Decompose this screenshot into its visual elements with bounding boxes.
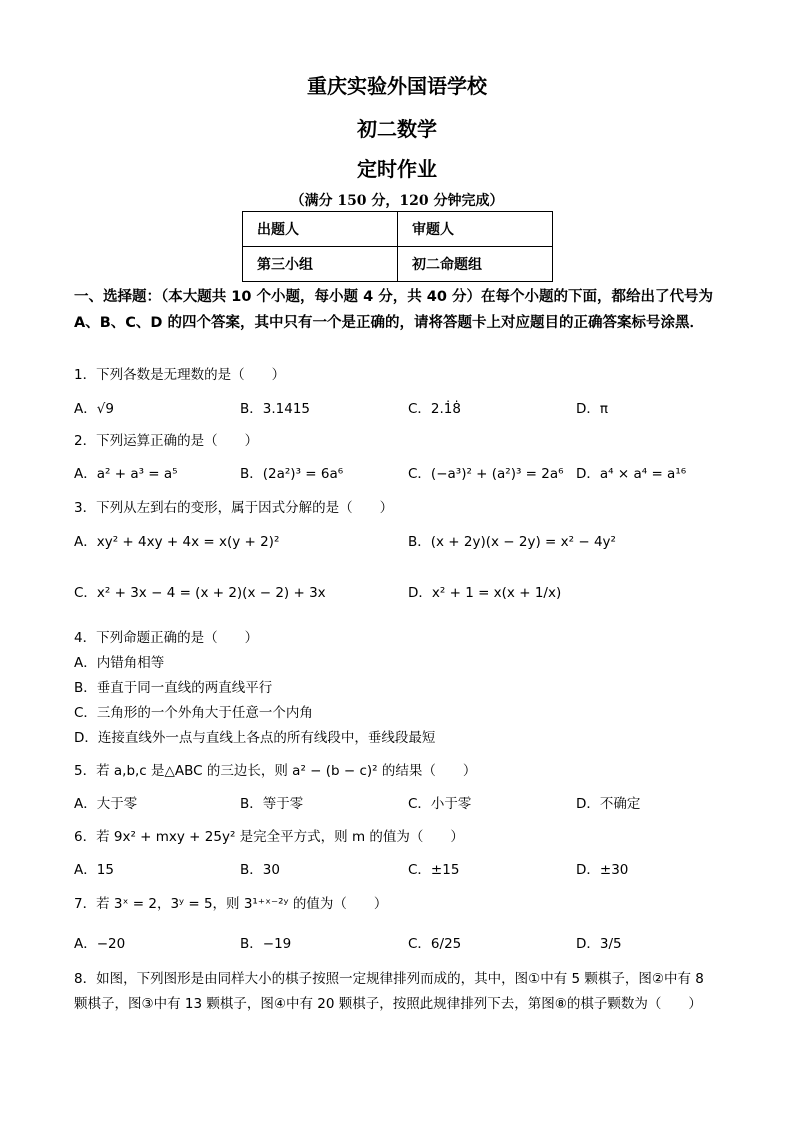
q3-option-d: D．x² + 1 = x(x + 1/x) <box>408 585 562 601</box>
q3-stem: 3．下列从左到右的变形，属于因式分解的是（ ） <box>74 500 394 516</box>
q1-option-b: B．3.1415 <box>240 401 310 417</box>
q4-stem: 4．下列命题正确的是（ ） <box>74 630 259 646</box>
q4-option-c: C．三角形的一个外角大于任意一个内角 <box>74 705 313 721</box>
section-heading: 一、选择题：（本大题共 10 个小题，每小题 4 分，共 40 分）在每个小题的下面，都给出了代号为 A、B、C、D 的四个答案，其中只有一个是正确的，请将答题卡上对应题目的正确答案标号涂黑． <box>74 289 713 331</box>
q3-option-b: B．(x + 2y)(x − 2y) = x² − 4y² <box>408 534 616 550</box>
q7-option-a: A．−20 <box>74 936 126 952</box>
q5-option-c: C．小于零 <box>408 796 472 812</box>
q4-option-a: A．内错角相等 <box>74 655 165 671</box>
q6-option-d: D．±30 <box>576 862 629 878</box>
q5-option-b: B．等于零 <box>240 796 304 812</box>
author-value: 第三小组 <box>243 247 398 282</box>
q4-option-b: B．垂直于同一直线的两直线平行 <box>74 680 273 696</box>
subject-title: 初二数学 <box>357 117 437 141</box>
q3-option-a: A．xy² + 4xy + 4x = x(y + 2)² <box>74 534 280 550</box>
assignment-title: 定时作业 <box>357 157 437 181</box>
author-header: 出题人 <box>243 212 398 247</box>
q6-option-a: A．15 <box>74 862 114 878</box>
q5-stem: 5．若 a,b,c 是△ABC 的三边长，则 a² − (b − c)² 的结果（ ） <box>74 763 477 779</box>
q8-line2: 颗棋子，图③中有 13 颗棋子，图④中有 20 颗棋子，按照此规律排列下去，第图⑧的棋子颗数为（ ） <box>74 996 702 1012</box>
q4-option-d: D．连接直线外一点与直线上各点的所有线段中，垂线段最短 <box>74 730 436 746</box>
q2-stem: 2．下列运算正确的是（ ） <box>74 433 259 449</box>
q5-option-a: A．大于零 <box>74 796 138 812</box>
q3-option-c: C．x² + 3x − 4 = (x + 2)(x − 2) + 3x <box>74 585 326 601</box>
q1-option-a: A．√9 <box>74 401 114 417</box>
q7-option-d: D．3/5 <box>576 936 622 952</box>
q6-stem: 6．若 9x² + mxy + 25y² 是完全平方式，则 m 的值为（ ） <box>74 829 464 845</box>
q1-option-d: D．π <box>576 401 609 417</box>
q7-option-b: B．−19 <box>240 936 292 952</box>
q5-option-d: D．不确定 <box>576 796 641 812</box>
q2-option-d: D．a⁴ × a⁴ = a¹⁶ <box>576 466 687 482</box>
q7-option-c: C．6/25 <box>408 936 462 952</box>
author-table <box>242 211 553 282</box>
q2-option-a: A．a² + a³ = a⁵ <box>74 466 178 482</box>
school-title: 重庆实验外国语学校 <box>307 74 487 98</box>
q1-stem: 1．下列各数是无理数的是（ ） <box>74 367 286 383</box>
q2-option-b: B．(2a²)³ = 6a⁶ <box>240 466 344 482</box>
reviewer-header: 审题人 <box>398 212 553 247</box>
q2-option-c: C．(−a³)² + (a²)³ = 2a⁶ <box>408 466 564 482</box>
q1-option-c: C．2.1̇8̇ <box>408 401 461 417</box>
q6-option-b: B．30 <box>240 862 280 878</box>
q8-line1: 8．如图，下列图形是由同样大小的棋子按照一定规律排列而成的，其中，图①中有 5 颗棋子，图②中有 8 <box>74 971 704 987</box>
q7-stem: 7．若 3ˣ = 2，3ʸ = 5，则 3¹⁺ˣ⁻²ʸ 的值为（ ） <box>74 896 388 912</box>
reviewer-value: 初二命题组 <box>398 247 553 282</box>
q6-option-c: C．±15 <box>408 862 460 878</box>
score-note: （满分 150 分，120 分钟完成） <box>290 193 504 209</box>
